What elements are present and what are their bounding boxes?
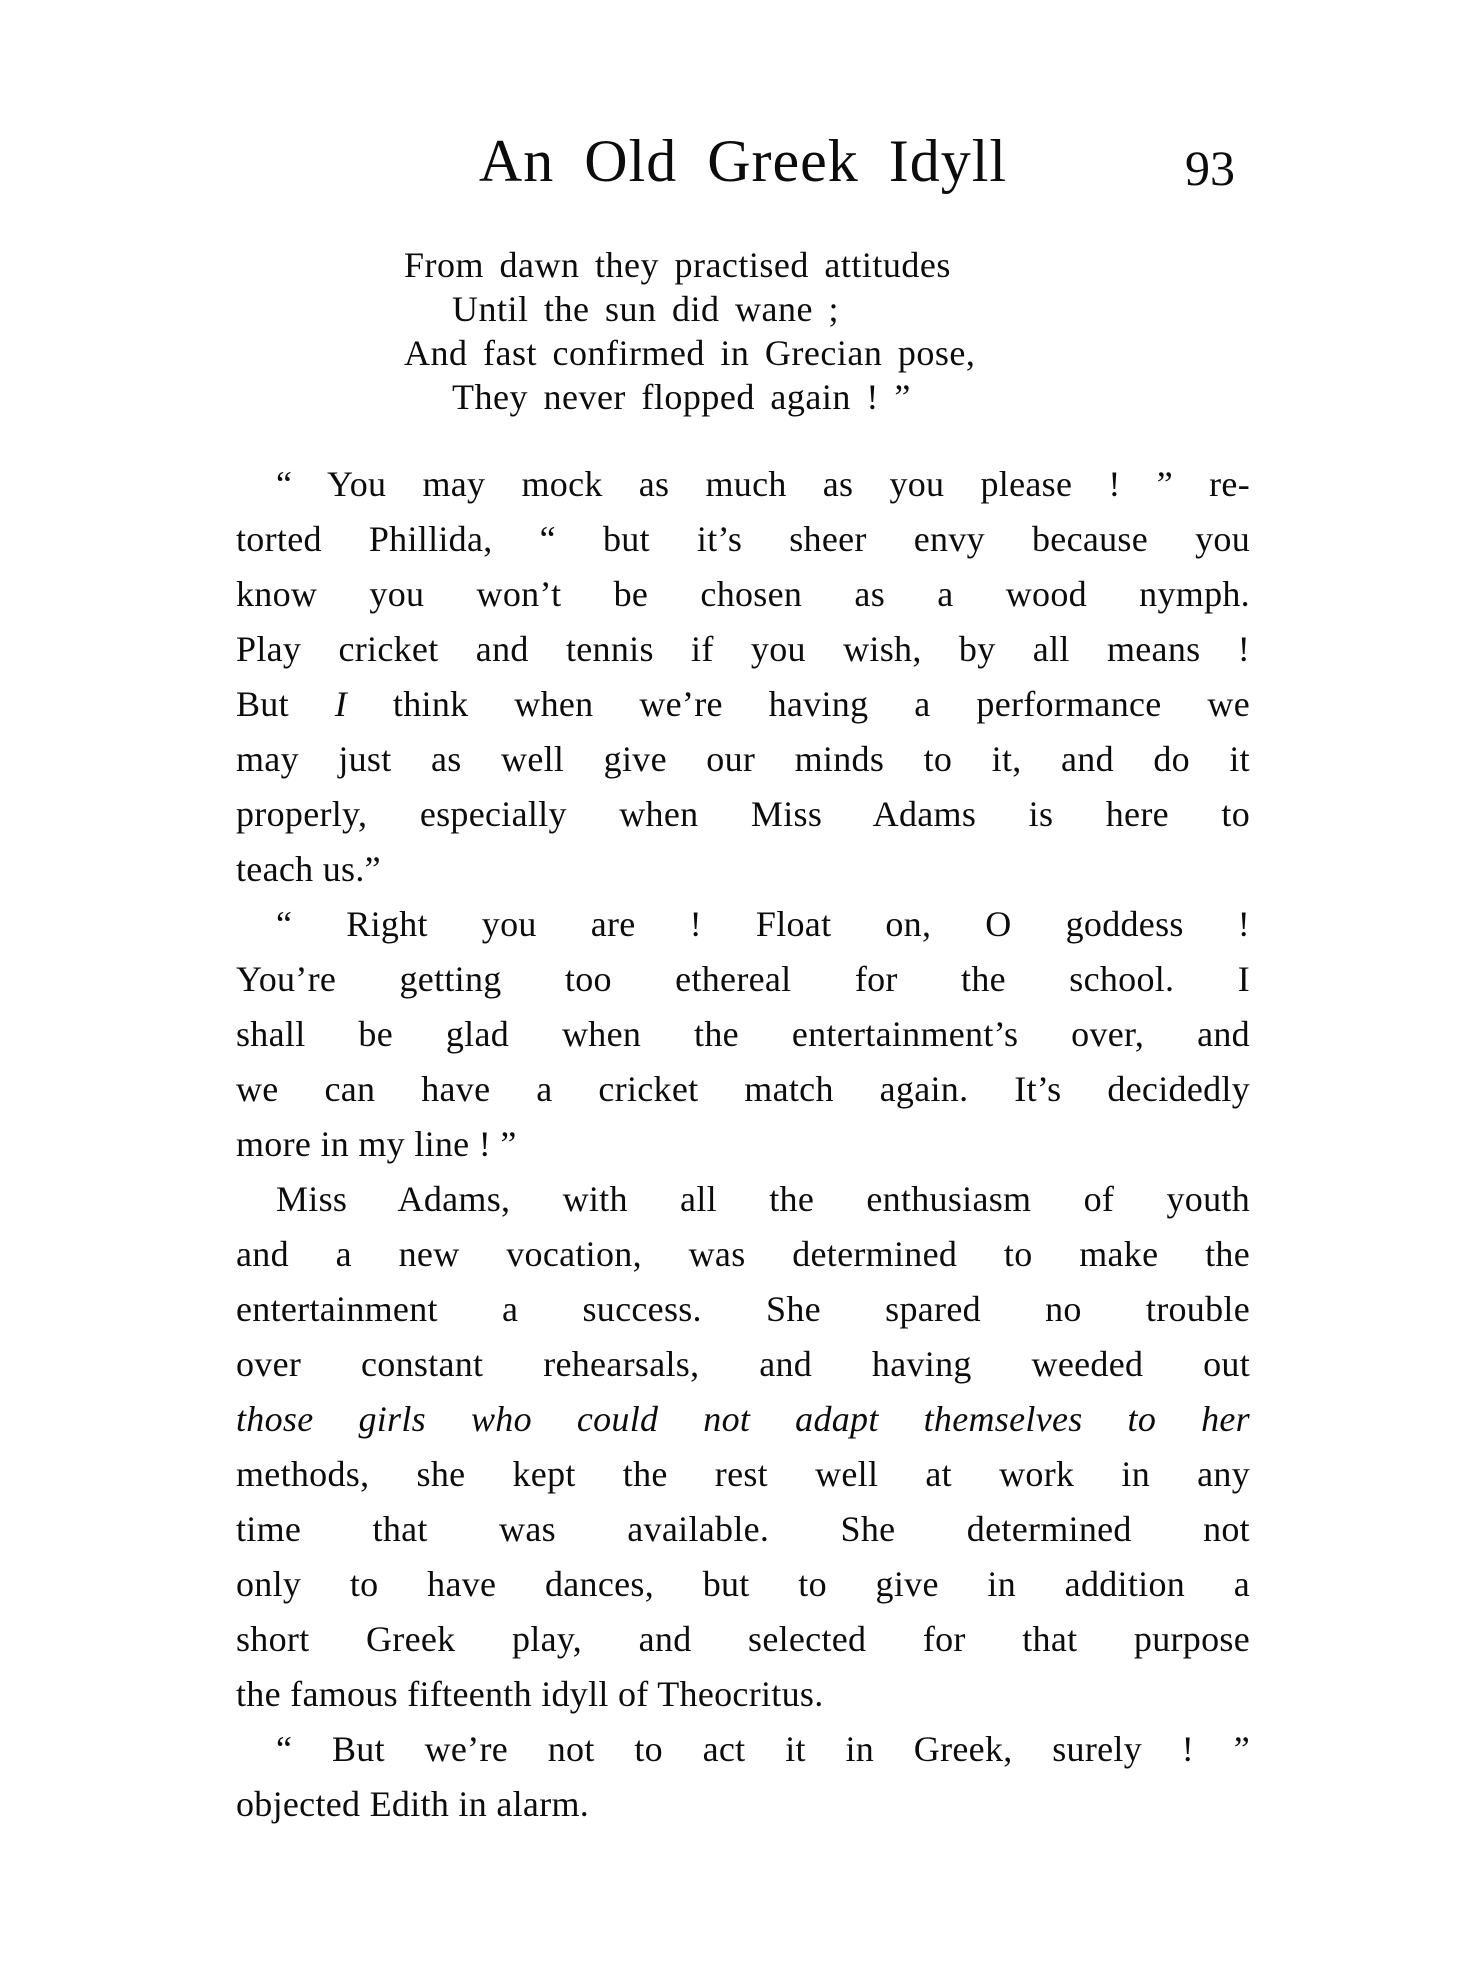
text-line: You’re getting too ethereal for the school. I (236, 959, 1250, 999)
text-line: Play cricket and tennis if you wish, by all means ! (236, 629, 1250, 669)
text-line: objected Edith in alarm. (236, 1784, 590, 1824)
body-text (236, 457, 1250, 1832)
verse-line: They never flopped again ! ” (452, 377, 911, 417)
italic-word: I (334, 684, 348, 724)
text-line: and a new vocation, was determined to make the (236, 1234, 1250, 1274)
text-line: more in my line ! ” (236, 1124, 517, 1164)
text-line: teach us.” (236, 849, 381, 889)
page-number: 93 (1185, 140, 1235, 196)
text-line: “ But we’re not to act it in Greek, surely ! ” (276, 1729, 1250, 1769)
page-title: An Old Greek Idyll (478, 128, 1008, 194)
text-line: torted Phillida, “ but it’s sheer envy because you (236, 519, 1250, 559)
text-line: shall be glad when the entertainment’s over, and (236, 1014, 1250, 1054)
text-line: only to have dances, but to give in addition a (236, 1564, 1250, 1604)
verse-line: And fast confirmed in Grecian pose, (404, 333, 976, 373)
text-line: “ Right you are ! Float on, O goddess ! (276, 904, 1250, 944)
text-line: we can have a cricket match again. It’s decidedly (236, 1069, 1250, 1109)
text-line: over constant rehearsals, and having weeded out (236, 1344, 1250, 1384)
text-line: time that was available. She determined not (236, 1509, 1250, 1549)
text-line: those girls who could not adapt themselves to her (236, 1399, 1250, 1439)
text-line: may just as well give our minds to it, and do it (236, 739, 1250, 779)
text-line: “ You may mock as much as you please ! ” re- (276, 464, 1250, 504)
verse-line: Until the sun did wane ; (452, 289, 839, 329)
text-line: properly, especially when Miss Adams is here to (236, 794, 1250, 834)
page-header (236, 128, 1250, 218)
verse-line: From dawn they practised attitudes (404, 245, 951, 285)
text-span: But (236, 684, 335, 724)
text-line: short Greek play, and selected for that purpose (236, 1619, 1250, 1659)
text-line: know you won’t be chosen as a wood nymph. (236, 574, 1250, 614)
text-line (236, 677, 1250, 732)
verse-block (236, 243, 1250, 419)
text-line: methods, she kept the rest well at work in any (236, 1454, 1250, 1494)
text-line: Miss Adams, with all the enthusiasm of youth (276, 1179, 1250, 1219)
text-span: think when we’re having a performance we (347, 684, 1251, 724)
text-line: the famous fifteenth idyll of Theocritus. (236, 1674, 824, 1714)
text-line: entertainment a success. She spared no trouble (236, 1289, 1250, 1329)
